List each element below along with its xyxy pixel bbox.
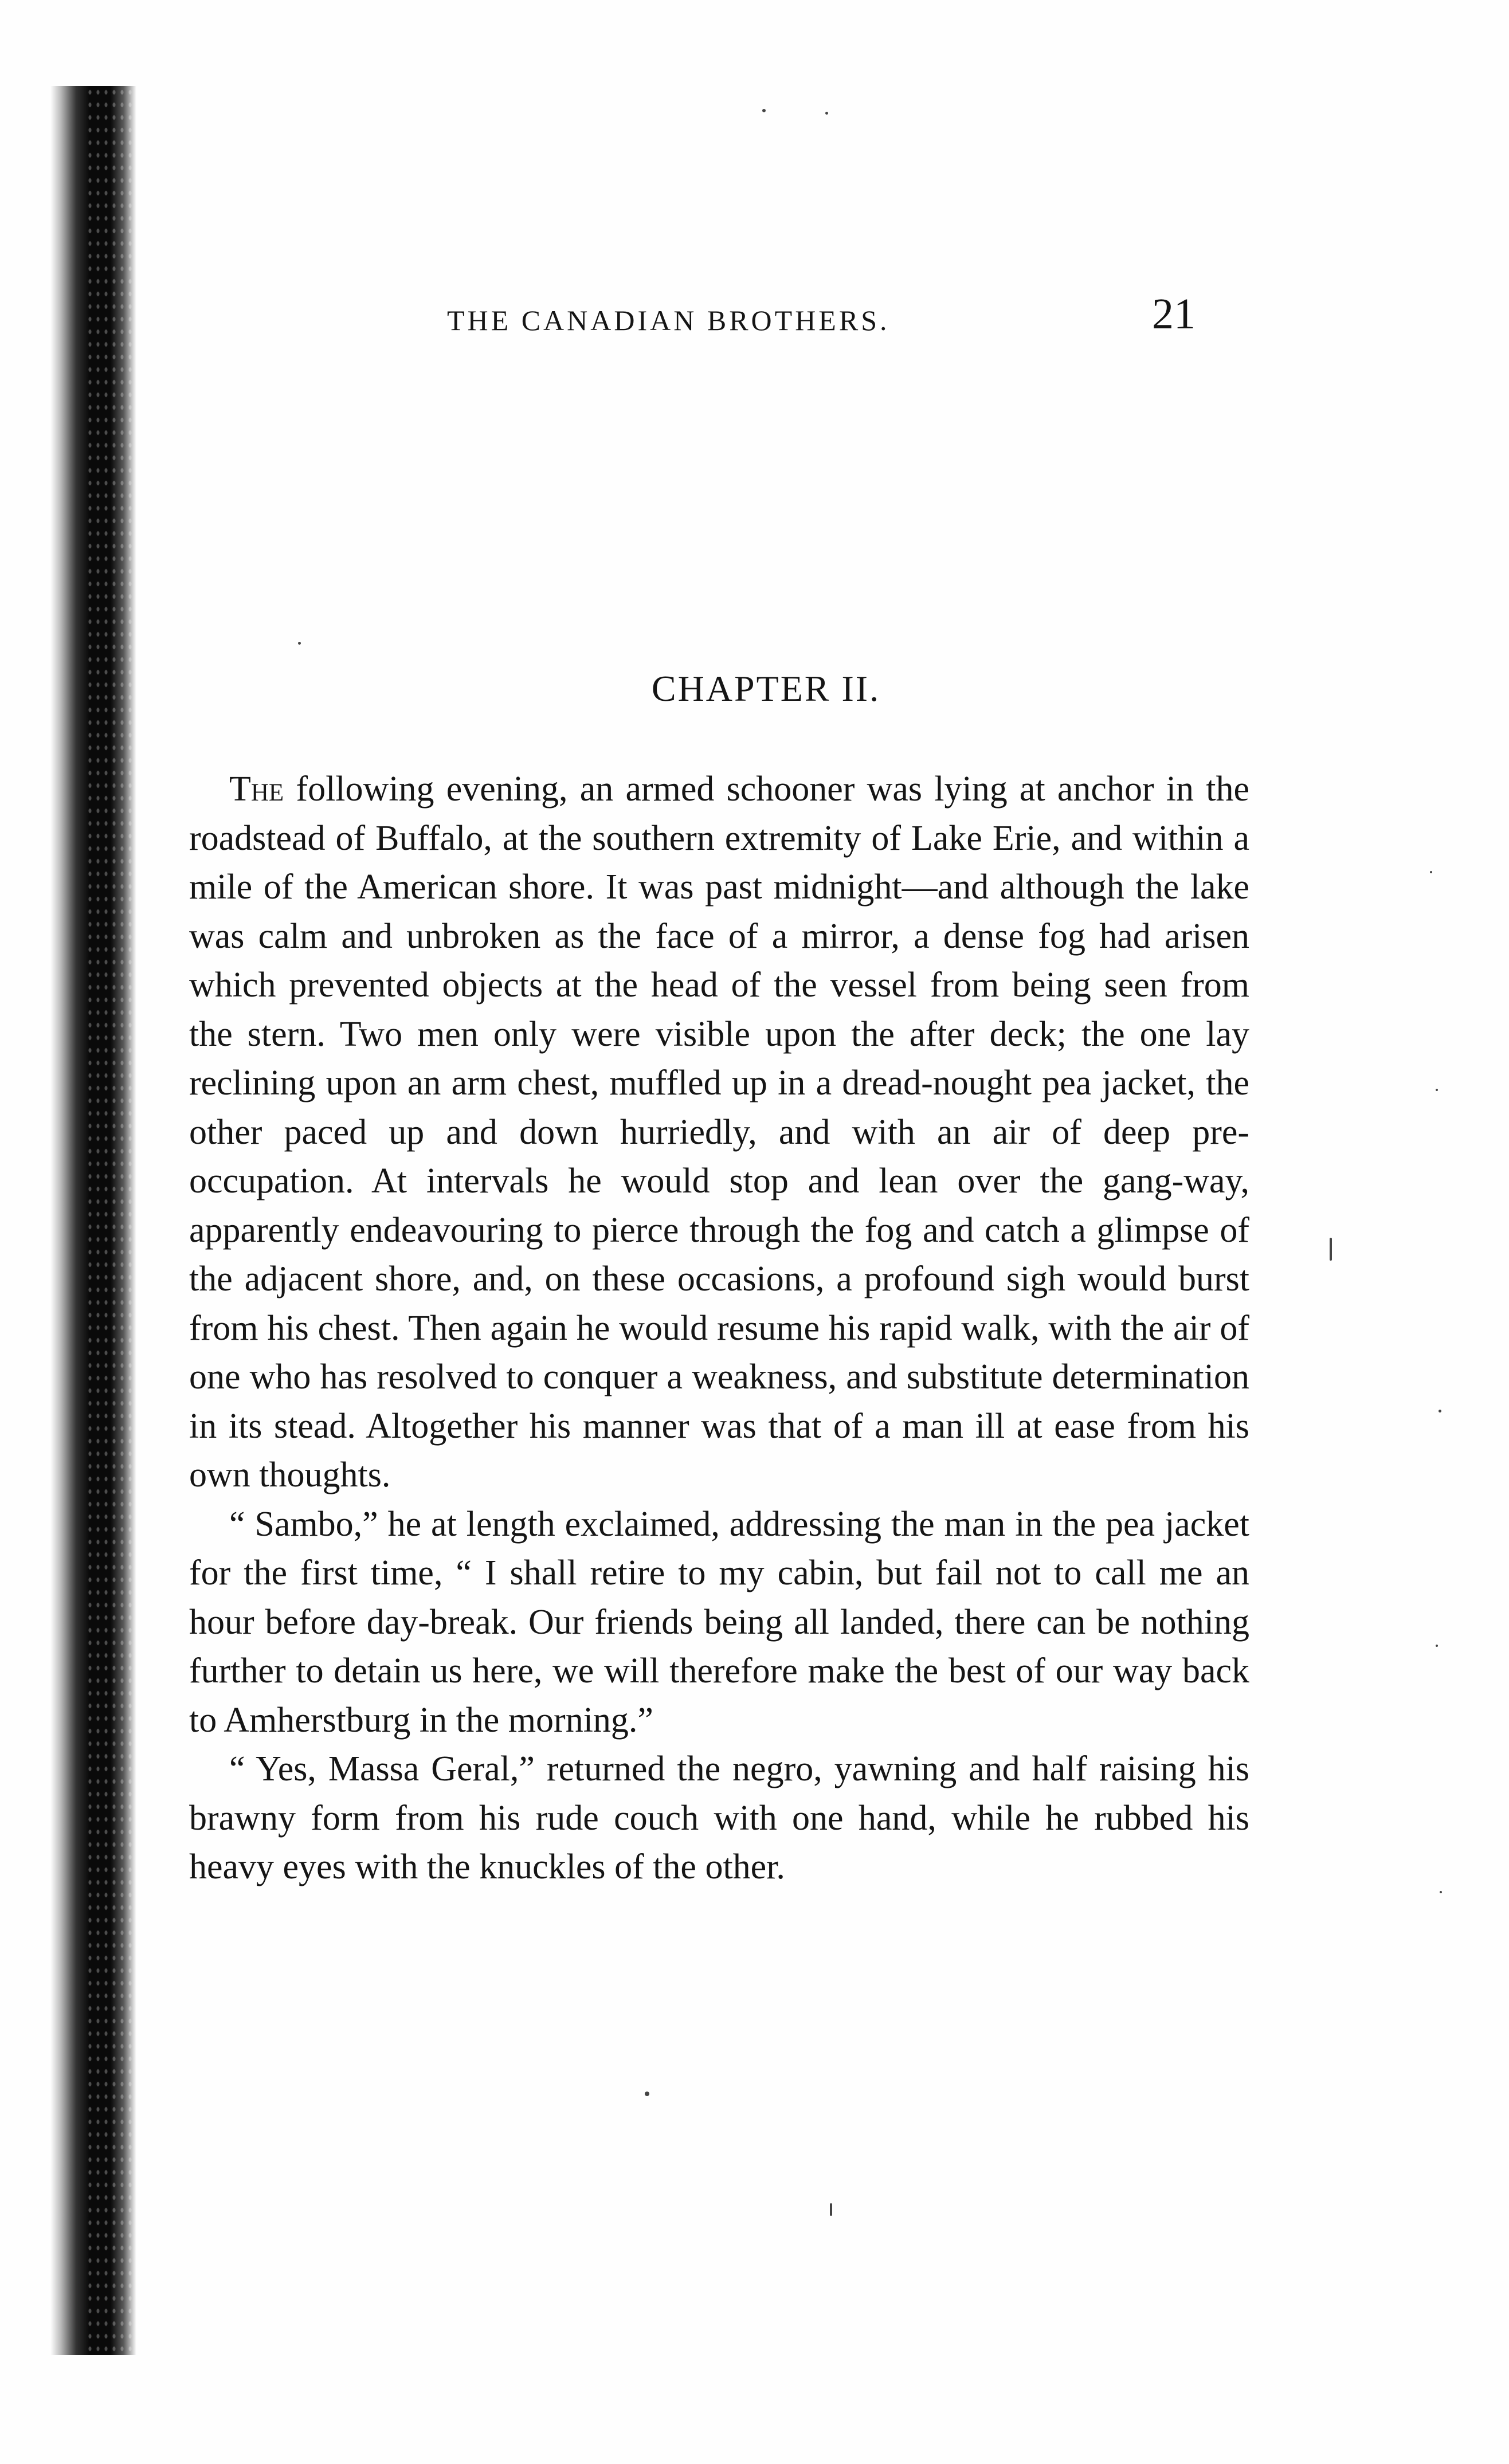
running-title: THE CANADIAN BROTHERS. [447, 304, 890, 336]
opening-word: The [229, 770, 284, 809]
page-number: 21 [1152, 290, 1196, 338]
chapter-heading: CHAPTER II. [651, 668, 881, 709]
scan-speck [825, 112, 828, 115]
body-text [189, 765, 1249, 1892]
scan-speck [1330, 1238, 1332, 1261]
scan-speck [1436, 1645, 1438, 1647]
binding-texture [86, 86, 149, 2355]
scan-speck [645, 2092, 649, 2096]
scan-speck [1439, 1410, 1441, 1413]
scan-speck [830, 2203, 832, 2216]
paragraph-1-text: following evening, an armed schooner was lying at anchor in the roadstead of Buffalo, at the southern extremity of Lake Erie, and within a mile of the American shore. It was past midnight—and although the lake was calm and unbroken as the face of a mirror, a dense fog had arisen which prevented objects at the head of the vessel from being seen from the stern. Two men only were visible upon the after deck; the one lay reclining upon an arm chest, muffled up in a dread-nought pea jacket, the other paced up and down hurriedly, and with an air of deep pre-occupation. At intervals he would stop and lean over the gang-way, apparently endeavouring to pierce through the fog and catch a glimpse of the adjacent shore, and, on these occasions, a profound sigh would burst from his chest. Then again he would resume his rapid walk, with the air of one who has resolved to conquer a weakness, and substitute determination in its stead. Altogether his manner was that of a man ill at ease from his own thoughts. [189, 770, 1249, 1494]
scan-speck [298, 642, 301, 645]
scan-speck [1430, 871, 1432, 873]
scan-speck [1436, 1089, 1438, 1091]
paragraph-3: “ Yes, Massa Geral,” returned the negro, yawning and half raising his brawny form from his rude couch with one hand, while he rubbed his heavy eyes with the knuckles of the other. [189, 1749, 1249, 1886]
scan-speck [762, 109, 766, 112]
paragraph-1 [189, 765, 1249, 1500]
paragraph-2: “ Sambo,” he at length exclaimed, addressing the man in the pea jacket for the first time, “ I shall retire to my cabin, but fail not to call me an hour before day-break. Our friends being all landed, there can be nothing further to detain us here, we will therefore make the best of our way back to Amherstburg in the morning.” [189, 1504, 1249, 1740]
scan-speck [1440, 1891, 1442, 1893]
